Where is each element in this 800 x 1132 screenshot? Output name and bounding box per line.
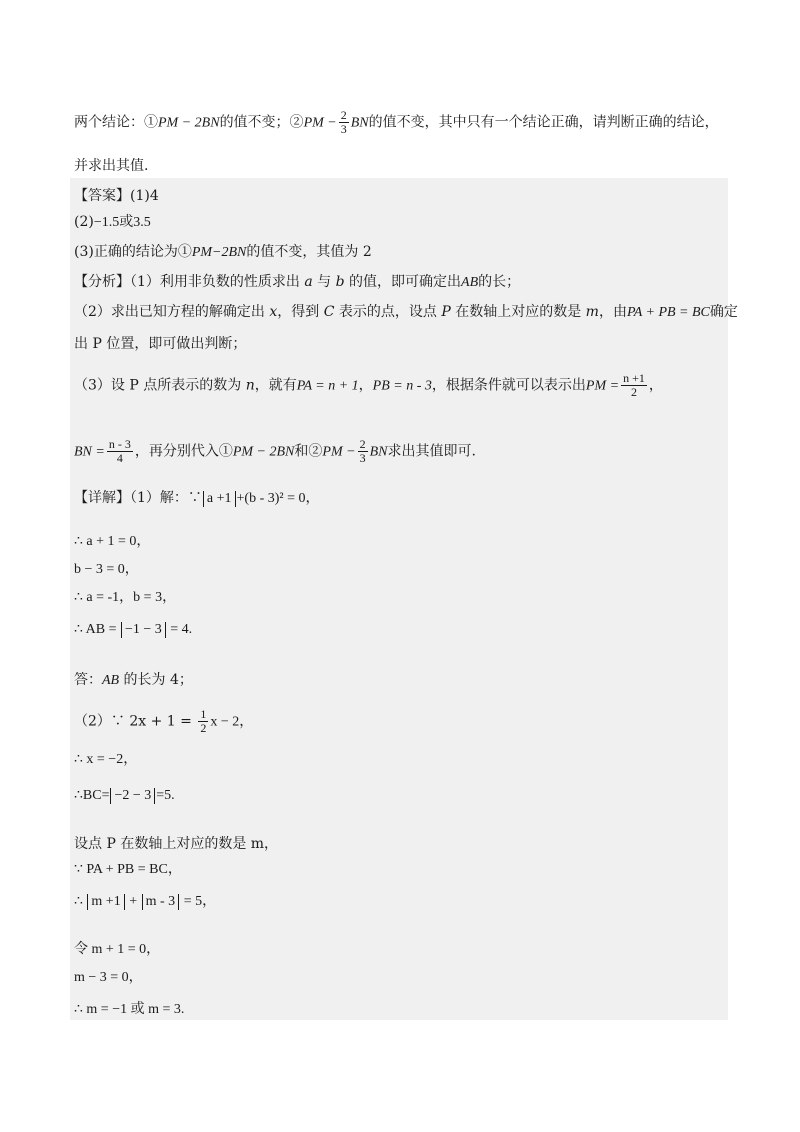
analysis-text: （3）设 P 点所表示的数为 <box>74 377 246 394</box>
analysis-text: 确定 <box>709 304 738 320</box>
abs-value: m +1 <box>87 894 124 910</box>
detail-line-5 <box>74 620 192 640</box>
detail-line-10: 设点 P 在数轴上对应的数是 m， <box>74 836 279 852</box>
analysis-text: 的长； <box>478 274 521 290</box>
analysis-line-3: 出 P 位置，即可做出判断； <box>74 336 247 352</box>
expr-pm: PM − <box>322 444 356 460</box>
var-ab: AB <box>461 275 479 290</box>
detail-line-4: ∴ a = -1，b = 3， <box>74 590 177 605</box>
expr-pm: PM − <box>303 115 337 131</box>
detail-math: ∴ <box>74 894 87 909</box>
expr-pm-eq: PM = <box>585 378 620 394</box>
detail-math: +(b - 3)² = 0 <box>236 491 306 506</box>
analysis-line-1 <box>74 272 520 293</box>
analysis-line-2 <box>74 302 738 323</box>
frac-num: n - 3 <box>108 437 131 451</box>
detail-text: 答： <box>74 672 102 688</box>
detail-math: （2）∵ 2x + 1 = <box>74 713 197 730</box>
frac-den: 3 <box>359 451 366 465</box>
var-c: C <box>323 304 335 320</box>
frac-den: 2 <box>630 385 637 399</box>
analysis-text: ，由 <box>598 304 627 320</box>
analysis-line-5 <box>74 438 476 465</box>
detail-line-11: ∵ PA + PB = BC， <box>74 862 182 877</box>
frac-num: 2 <box>340 108 347 122</box>
detail-line-7 <box>74 708 253 735</box>
expr-pb: PB = n - 3 <box>372 378 432 394</box>
frac-num: 1 <box>200 707 207 721</box>
expr-bn-eq: BN = <box>74 444 105 460</box>
intro-line-1 <box>74 109 719 136</box>
frac-den: 4 <box>116 451 123 465</box>
answer-text: 的值不变，其值为 2 <box>246 244 372 260</box>
fraction-pm <box>621 372 647 399</box>
detail-line-2: ∴ a + 1 = 0， <box>74 534 151 549</box>
detail-line-12 <box>74 892 216 912</box>
var-x: x <box>269 304 278 320</box>
var-n: n <box>245 377 255 394</box>
detail-line-14: m − 3 = 0， <box>74 970 143 985</box>
answer-text: 或 <box>119 214 134 230</box>
detail-math: =5. <box>156 788 175 803</box>
intro-text: 的值不变，其中只有一个结论正确，请判断正确的结论， <box>368 114 719 131</box>
detail-line-9 <box>74 786 175 806</box>
intro-line-2: 并求出其值. <box>74 158 149 174</box>
abs-value: a +1 <box>203 491 236 507</box>
analysis-text: ，根据条件就可以表示出 <box>431 377 586 394</box>
expr-pa: PA = n + 1 <box>296 378 359 394</box>
expr-pa-pb-bc: PA + PB = BC <box>626 305 710 320</box>
abs-value: m - 3 <box>142 894 180 910</box>
analysis-text: ， <box>648 377 663 394</box>
analysis-text: 的值，即可确定出 <box>344 274 462 290</box>
analysis-text: 与 <box>312 274 336 290</box>
expr-bn: BN <box>350 115 369 131</box>
detail-math: + <box>125 894 141 909</box>
frac-num: 2 <box>359 437 366 451</box>
analysis-text: ，得到 <box>277 304 324 320</box>
detail-line-3: b − 3 = 0， <box>74 562 139 577</box>
detail-math: ∴BC= <box>74 788 110 803</box>
fraction-2-3 <box>358 438 368 465</box>
var-b: b <box>335 274 345 290</box>
detail-math: = 4. <box>166 622 193 637</box>
detail-math: x − 2， <box>210 714 254 730</box>
detail-line-8: ∴ x = −2， <box>74 752 138 767</box>
answer-line-3 <box>74 242 372 263</box>
intro-text: 两个结论：① <box>74 114 158 131</box>
abs-value: −2 − 3 <box>110 788 155 804</box>
detail-text: ， <box>305 490 320 506</box>
var-a: a <box>304 274 313 290</box>
detail-math: = 5， <box>180 894 217 909</box>
answer-value: 3.5 <box>133 215 151 230</box>
detail-math: ∴ AB = <box>74 622 120 637</box>
detail-line-15: ∴ m = −1 或 m = 3. <box>74 1002 185 1017</box>
analysis-text: ， <box>358 377 373 394</box>
analysis-text: 和② <box>294 443 323 460</box>
frac-den: 2 <box>200 721 207 735</box>
expr-bn: BN <box>369 444 388 460</box>
fraction-1-2 <box>198 708 208 735</box>
detail-line-13: 令 m + 1 = 0， <box>74 942 161 957</box>
abs-value: −1 − 3 <box>121 622 166 638</box>
answer-value: −1.5 <box>93 215 120 230</box>
intro-text: 的值不变；② <box>219 114 304 131</box>
analysis-text: 【分析】（1）利用非负数的性质求出 <box>74 274 305 290</box>
analysis-text: 求出其值即可. <box>387 443 476 460</box>
analysis-text: ，再分别代入① <box>134 443 233 460</box>
frac-num: n +1 <box>623 371 645 385</box>
detail-text: 【详解】（1）解：∵ <box>74 490 202 506</box>
fraction-bn <box>107 438 133 465</box>
detail-line-6 <box>74 670 193 691</box>
answer-text: (3)正确的结论为① <box>74 244 192 260</box>
expr-pm-2bn: PM − 2BN <box>232 444 295 460</box>
var-p: P <box>441 304 451 320</box>
answer-line-2 <box>74 212 151 233</box>
fraction-2-3 <box>339 109 349 136</box>
analysis-text: 表示的点，设点 <box>334 304 442 320</box>
var-m: m <box>585 304 599 320</box>
analysis-line-4 <box>74 372 663 399</box>
var-ab: AB <box>102 673 120 688</box>
frac-den: 3 <box>340 122 347 136</box>
detail-line-1 <box>74 488 320 509</box>
answer-line-1: 【答案】(1)4 <box>74 188 159 204</box>
analysis-text: （2）求出已知方程的解确定出 <box>74 304 270 320</box>
detail-text: 的长为 4； <box>119 672 193 688</box>
analysis-text: ，就有 <box>254 377 297 394</box>
analysis-text: 在数轴上对应的数是 <box>450 304 586 320</box>
expr-pm-2bn: PM−2BN <box>191 245 247 260</box>
expr-pm-2bn: PM − 2BN <box>158 115 220 131</box>
answer-text: (2) <box>74 214 94 230</box>
